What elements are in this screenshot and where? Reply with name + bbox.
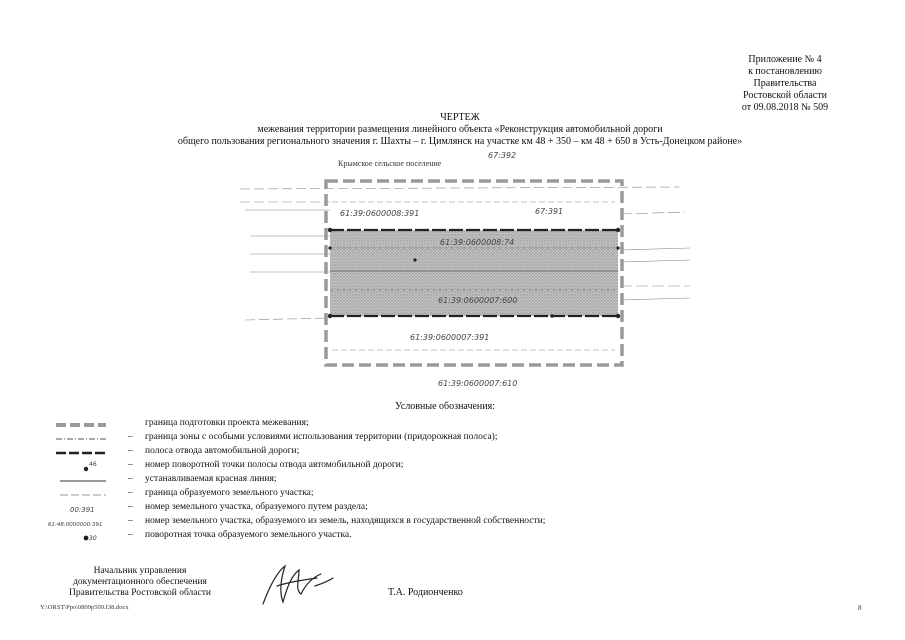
legend-item: – граница зоны с особыми условиями использования территории (придорожная полоса); (40, 432, 860, 446)
svg-text:46: 46 (89, 461, 97, 468)
project-boundary-symbol (40, 418, 110, 432)
parcel-number-label: 61:39:0600007:610 (438, 379, 518, 388)
boundary-map (220, 150, 700, 390)
handwritten-signature (255, 558, 335, 610)
title-heading: ЧЕРТЕЖ (440, 112, 480, 123)
appendix-line: Правительства (753, 78, 817, 89)
appendix-line: Приложение № 4 (748, 54, 822, 65)
parcel-number-label: 61:39:0600008:391 (340, 209, 420, 218)
appendix-header (690, 54, 880, 114)
page-number: 8 (858, 604, 862, 612)
parcel-number-label: 67:392 (488, 151, 517, 160)
parcel-number-label: 61:39:0600007:391 (410, 333, 490, 342)
division-parcel-number-symbol (40, 502, 110, 516)
turning-point-number-symbol (40, 460, 110, 474)
roadside-zone-symbol (40, 432, 110, 446)
settlement-label: Крымское сельское поселение (338, 159, 442, 168)
road-allotment-symbol (40, 446, 110, 460)
legend-item: 30 – поворотная точка образуемого земельного участка. (40, 530, 860, 544)
parcel-number-label: 61:39:0600008:74 (440, 238, 515, 247)
signatory-position: Начальник управления документационного обеспечения Правительства Ростовской области (69, 566, 211, 598)
svg-text:61:48:0000000:391: 61:48:0000000:391 (48, 522, 103, 528)
appendix-line: от 09.08.2018 № 509 (741, 102, 829, 113)
svg-text:00:391: 00:391 (70, 506, 95, 514)
signatory-name: Т.А. Родионченко (388, 587, 463, 598)
file-path: Y:\ORST\Ppo\0809p509.f38.docx (40, 604, 129, 611)
document-title (90, 112, 830, 148)
parcel-boundary-symbol (40, 488, 110, 502)
parcel-number-label: 67:391 (535, 207, 564, 216)
parcel-number-label: 61:39:0600007:600 (438, 296, 518, 305)
legend-item: – граница образуемого земельного участка; (40, 488, 860, 502)
legend-item: граница подготовки проекта межевания; (40, 418, 860, 432)
legend-title: Условные обозначения: (395, 401, 496, 412)
legend-item: – полоса отвода автомобильной дороги; (40, 446, 860, 460)
appendix-line: к постановлению (748, 66, 822, 77)
legend-item: 61:48:0000000:391 – номер земельного участка, образуемого из земель, находящихся в государственной собственности; (40, 516, 860, 530)
parcel-turning-point-symbol (40, 530, 110, 544)
legend-item: 00:391 – номер земельного участка, образуемого путем раздела; (40, 502, 860, 516)
legend-item: 46 – номер поворотной точки полосы отвода автомобильной дороги; (40, 460, 860, 474)
title-line-1: межевания территории размещения линейного объекта «Реконструкция автомобильной дороги (257, 124, 663, 135)
title-line-2: общего пользования регионального значения г. Шахты – г. Цимлянск на участке км 48 + 350 – км 48 + 650 в Усть-Донецком районе» (177, 136, 743, 147)
legend-item: – устанавливаемая красная линия; (40, 474, 860, 488)
svg-text:30: 30 (89, 535, 97, 542)
red-line-symbol (40, 474, 110, 488)
state-land-parcel-number-symbol (40, 516, 110, 530)
appendix-line: Ростовской области (743, 90, 827, 101)
